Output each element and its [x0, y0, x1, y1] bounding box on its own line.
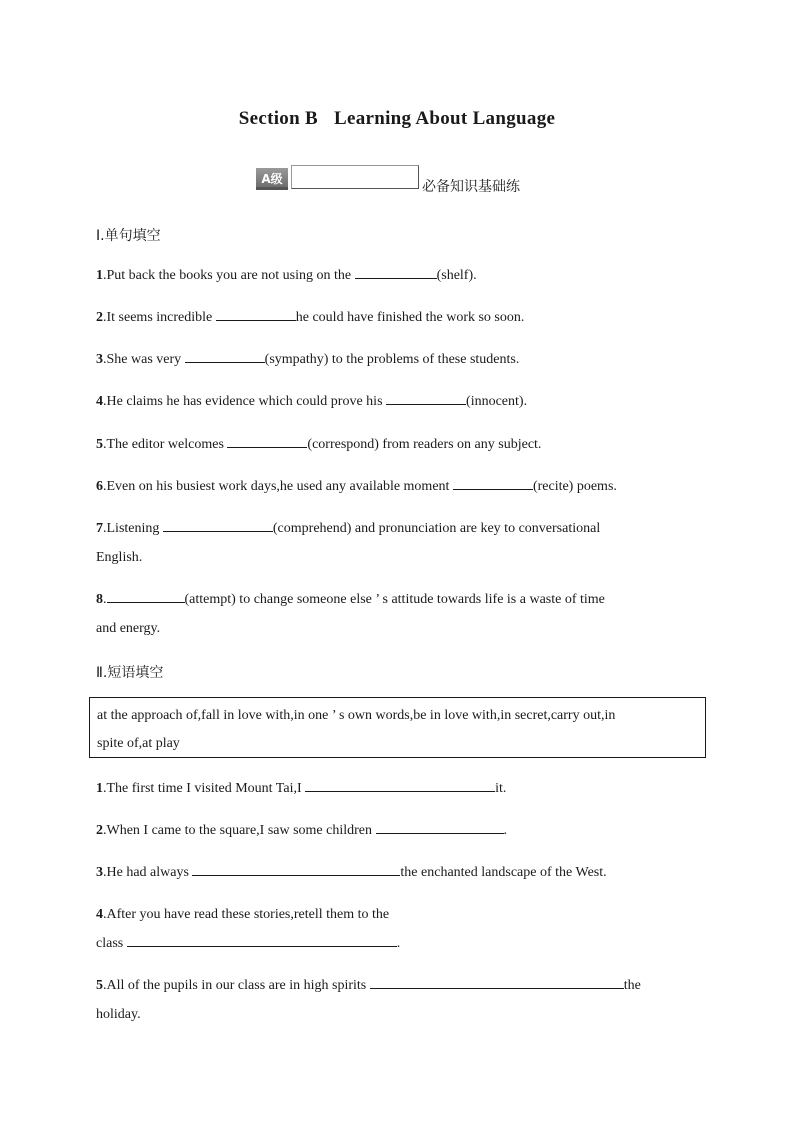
answer-blank[interactable]	[227, 433, 307, 448]
part1-heading: Ⅰ.单句填空	[96, 228, 161, 244]
answer-blank[interactable]	[216, 306, 296, 321]
answer-blank[interactable]	[107, 588, 185, 603]
phrase-bank-line-2: spite of,at play	[97, 736, 180, 751]
part1-question-4: 4.He claims he has evidence which could prove his (innocent).	[96, 387, 527, 416]
level-label: 必备知识基础练	[422, 179, 520, 195]
phrase-bank	[89, 697, 706, 758]
answer-blank[interactable]	[163, 517, 273, 532]
phrase-bank-line-1: at the approach of,fall in love with,in one ’ s own words,be in love with,in secret,carry out,in	[97, 708, 616, 723]
level-badge: A级	[256, 168, 288, 190]
part1-question-1: 1.Put back the books you are not using on the (shelf).	[96, 261, 477, 290]
level-box	[291, 165, 419, 189]
page-title	[0, 108, 794, 130]
answer-blank[interactable]	[370, 974, 624, 989]
answer-blank[interactable]	[453, 475, 533, 490]
part2-heading: Ⅱ.短语填空	[96, 665, 164, 681]
part2-question-1: 1.The first time I visited Mount Tai,I it.	[96, 774, 506, 803]
part2-question-2: 2.When I came to the square,I saw some children .	[96, 816, 507, 845]
part1-question-2: 2.It seems incredible he could have finished the work so soon.	[96, 303, 524, 332]
part1-question-7: 7.Listening (comprehend) and pronunciation are key to conversational English.	[96, 514, 600, 572]
part1-question-6: 6.Even on his busiest work days,he used any available moment (recite) poems.	[96, 472, 617, 501]
answer-blank[interactable]	[305, 777, 495, 792]
answer-blank[interactable]	[127, 932, 397, 947]
part1-question-3: 3.She was very (sympathy) to the problems of these students.	[96, 345, 519, 374]
part2-question-4: 4.After you have read these stories,retell them to the class .	[96, 907, 401, 951]
answer-blank[interactable]	[355, 264, 437, 279]
answer-blank[interactable]	[192, 861, 400, 876]
part2-question-5: 5.All of the pupils in our class are in high spirits the holiday.	[96, 971, 641, 1029]
answer-blank[interactable]	[386, 390, 466, 405]
answer-blank[interactable]	[376, 819, 504, 834]
part2-question-3: 3.He had always the enchanted landscape of the West.	[96, 858, 607, 887]
title-section: Section B	[238, 108, 318, 129]
answer-blank[interactable]	[185, 348, 265, 363]
part1-question-5: 5.The editor welcomes (correspond) from readers on any subject.	[96, 430, 541, 459]
part1-question-8: 8. (attempt) to change someone else ’ s attitude towards life is a waste of time and energy.	[96, 585, 605, 643]
title-topic: Learning About Language	[334, 108, 556, 129]
